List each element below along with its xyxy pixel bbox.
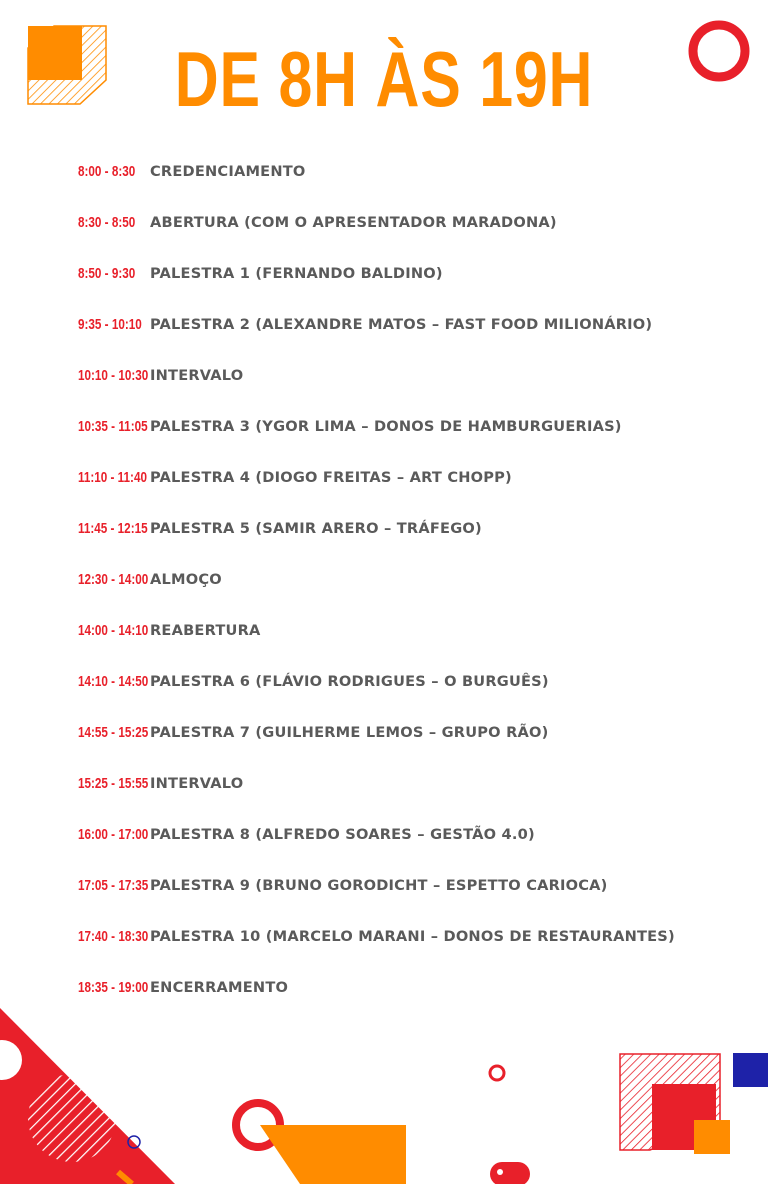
schedule-time: 15:25 - 15:55 xyxy=(78,775,149,792)
schedule-row xyxy=(78,503,482,554)
schedule-label: CREDENCIAMENTO xyxy=(150,163,306,180)
schedule-time: 10:35 - 11:05 xyxy=(78,418,148,435)
schedule-row xyxy=(78,860,608,911)
schedule-time: 17:05 - 17:35 xyxy=(78,877,149,894)
schedule-time: 9:35 - 10:10 xyxy=(78,316,142,333)
schedule-row xyxy=(78,350,243,401)
page-title: DE 8H ÀS 19H xyxy=(174,35,594,123)
schedule-time: 10:10 - 10:30 xyxy=(78,367,149,384)
schedule-label: PALESTRA 1 (FERNANDO BALDINO) xyxy=(150,265,443,282)
schedule-time: 8:00 - 8:30 xyxy=(78,163,136,180)
schedule-row xyxy=(78,911,675,962)
schedule-row xyxy=(78,605,261,656)
schedule-time: 12:30 - 14:00 xyxy=(78,571,149,588)
schedule-row xyxy=(78,707,548,758)
bottom-decoration xyxy=(0,1000,768,1184)
schedule-label: PALESTRA 8 (ALFREDO SOARES – GESTÃO 4.0) xyxy=(150,826,535,843)
schedule-label: PALESTRA 10 (MARCELO MARANI – DONOS DE RESTAURANTES) xyxy=(150,928,675,945)
schedule-time: 18:35 - 19:00 xyxy=(78,979,149,996)
schedule-row xyxy=(78,299,652,350)
schedule-label: PALESTRA 9 (BRUNO GORODICHT – ESPETTO CARIOCA) xyxy=(150,877,608,894)
schedule-time: 14:00 - 14:10 xyxy=(78,622,149,639)
ring-decoration-top-right xyxy=(686,18,752,84)
schedule-label: INTERVALO xyxy=(150,367,244,384)
schedule-time: 8:50 - 9:30 xyxy=(78,265,136,282)
schedule-row xyxy=(78,758,243,809)
schedule-time: 11:45 - 12:15 xyxy=(78,520,148,537)
schedule-time: 14:55 - 15:25 xyxy=(78,724,149,741)
schedule-time: 16:00 - 17:00 xyxy=(78,826,149,843)
schedule-label: ABERTURA (COM O APRESENTADOR MARADONA) xyxy=(150,214,557,231)
schedule-label: PALESTRA 7 (GUILHERME LEMOS – GRUPO RÃO) xyxy=(150,724,549,741)
schedule-row xyxy=(78,809,535,860)
schedule-label: ENCERRAMENTO xyxy=(150,979,289,996)
schedule-label: PALESTRA 4 (DIOGO FREITAS – ART CHOPP) xyxy=(150,469,512,486)
schedule-row xyxy=(78,248,443,299)
schedule-label: PALESTRA 2 (ALEXANDRE MATOS – FAST FOOD MILIONÁRIO) xyxy=(150,316,653,333)
schedule-time: 8:30 - 8:50 xyxy=(78,214,136,231)
schedule-label: PALESTRA 5 (SAMIR ARERO – TRÁFEGO) xyxy=(150,520,482,537)
schedule-row xyxy=(78,197,557,248)
schedule-row xyxy=(78,401,622,452)
schedule-row xyxy=(78,554,222,605)
schedule-time: 17:40 - 18:30 xyxy=(78,928,149,945)
schedule-row xyxy=(78,146,306,197)
schedule-label: REABERTURA xyxy=(150,622,261,639)
schedule-label: PALESTRA 3 (YGOR LIMA – DONOS DE HAMBURGUERIAS) xyxy=(150,418,622,435)
schedule-time: 14:10 - 14:50 xyxy=(78,673,149,690)
schedule-row xyxy=(78,452,512,503)
schedule-time: 11:10 - 11:40 xyxy=(78,469,147,486)
schedule-row xyxy=(78,656,549,707)
schedule-label: ALMOÇO xyxy=(150,571,222,588)
schedule-label: INTERVALO xyxy=(150,775,244,792)
schedule-label: PALESTRA 6 (FLÁVIO RODRIGUES – O BURGUÊS) xyxy=(150,673,549,690)
